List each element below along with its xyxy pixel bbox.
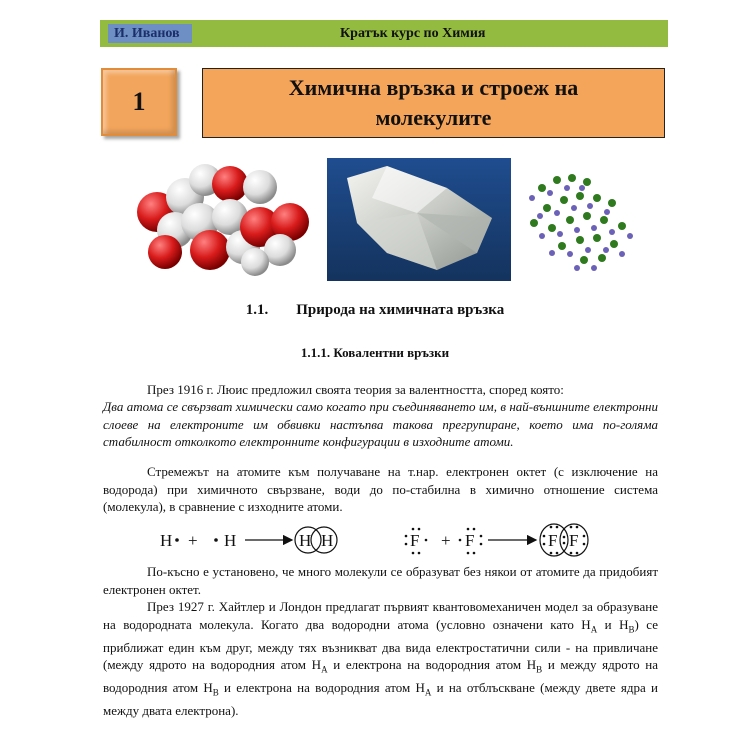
f-atom-1: F [410, 531, 420, 550]
subsection-title: 1.1.1. Ковалентни връзки [300, 345, 450, 360]
paragraph-octet: Стремежът на атомите към получаване на т.нар. електронен октет (с изключение на водорода) при химичното свързване, води до по-стабилна в химично отношение система (молекула), в сравнение с изходните атоми. [103, 464, 658, 514]
section-title-text: Природа на химичната връзка [296, 302, 505, 318]
h-atom-3: H [299, 531, 312, 550]
f-atom-4: F [569, 531, 579, 550]
chapter-number: 1 [101, 68, 177, 136]
paragraph-definition: Два атома се свързват химически само когато при съединяването им, в най-външните електронни слоеве на електроните им обвивки настъпва такова прегрупиране, което има по-голяма стабилност отколкото електронните конфигурации в изходните атоми. [103, 399, 658, 449]
page-header [100, 20, 668, 47]
f-atom-3: F [548, 531, 558, 550]
molecule-model-icon [135, 162, 310, 277]
paragraph-octet-exceptions: По-късно е установено, че много молекули се образуват без някои от атомите да придобият електронен октет. [103, 564, 658, 597]
paragraph-intro: През 1916 г. Люис предложил своята теория за валентността, според която: [147, 382, 564, 397]
plus-1: + [188, 531, 198, 550]
plus-2: + [441, 531, 451, 550]
paragraph-heitler-london: През 1927 г. Хайтлер и Лондон предлагат първият квантовомеханичен модел за образуване на водородната молекула. Когато два водородни атома (условно означени като $H_A$ и $H_B$) се приближат един към друг, между тях възникват два вида електростатични сили - на привличане (между ядрото на водородния атом $H_A$ и електрона на водородния атом $H_B$ и между ядрото на водородния атом $H_B$ и електрона на водородния атом $H_A$ и на отблъскване (между двете ядра и между двата електрона). [103, 599, 659, 719]
crystal-lattice-icon [522, 168, 637, 273]
chapter-title: Химична връзка и строеж на молекулите [202, 68, 665, 138]
course-title: Кратък курс по Химия [340, 26, 486, 41]
f-atom-2: F [465, 531, 475, 550]
lewis-equations [160, 520, 600, 560]
h-atom-1: H [160, 531, 173, 550]
section-title [0, 302, 750, 319]
section-number: 1.1. [245, 302, 269, 318]
h-atom-4: H [321, 531, 334, 550]
crystal-photo-icon [327, 158, 511, 281]
author-label: И. Иванов [108, 24, 192, 43]
h-atom-2: H [224, 531, 237, 550]
